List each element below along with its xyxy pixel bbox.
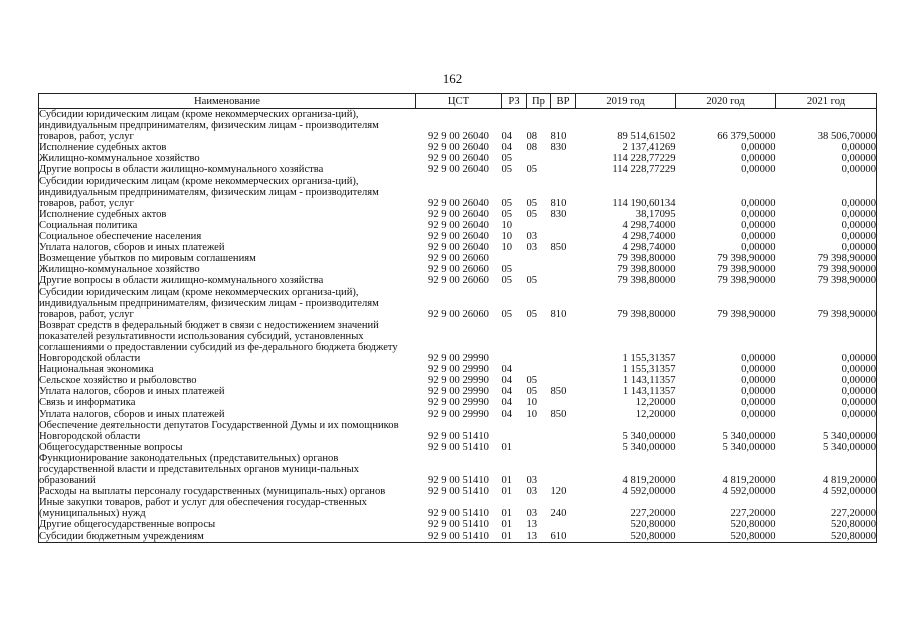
cell-2019: 4 819,20000 — [622, 475, 676, 487]
table-header-row — [39, 94, 877, 109]
table-row — [39, 264, 877, 275]
cell-2021: 0,00000 — [841, 142, 876, 154]
cell-name: Общегосударственные вопросы — [39, 441, 183, 453]
cell-vr: 850 — [550, 408, 567, 420]
table-row — [39, 531, 877, 543]
cell-rz: 01 — [501, 441, 513, 453]
cell-2020: 0,00000 — [741, 208, 776, 220]
cell-2021: 79 398,90000 — [817, 253, 876, 265]
cell-pr — [527, 320, 551, 364]
table-row — [39, 109, 877, 143]
table-row — [39, 275, 877, 286]
cell-pr — [527, 220, 551, 231]
cell-vr — [551, 519, 576, 530]
cell-rz — [502, 320, 527, 364]
cell-name: Расходы на выплаты персоналу государственных (муниципаль-ных) органов — [39, 486, 386, 498]
cell-pr: 05 — [526, 197, 538, 209]
cell-2021: 5 340,00000 — [823, 430, 876, 442]
cell-2020: 0,00000 — [741, 364, 776, 376]
table-row — [39, 253, 877, 264]
cell-name: Субсидии бюджетным учреждениям — [39, 530, 204, 542]
header-name: Наименование — [39, 94, 416, 109]
cell-pr — [527, 420, 551, 442]
table-row — [39, 386, 877, 397]
cell-pr: 13 — [526, 530, 538, 542]
page-number: 162 — [442, 71, 463, 86]
cell-pr: 03 — [526, 486, 538, 498]
cell-2021: 5 340,00000 — [823, 441, 876, 453]
cell-name: Исполнение судебных актов — [39, 142, 167, 154]
cell-pr: 08 — [526, 131, 538, 143]
header-rz: РЗ — [502, 94, 527, 109]
header-vr: ВР — [551, 94, 576, 109]
cell-vr — [551, 364, 576, 375]
cell-2019: 4 298,74000 — [622, 242, 676, 254]
cell-2020: 0,00000 — [741, 164, 776, 176]
cell-csr: 92 9 00 29990 — [428, 364, 489, 376]
cell-csr: 92 9 00 26040 — [428, 242, 489, 254]
cell-name: Иные закупки товаров, работ и услуг для обеспечения государ-ственных (муниципальных) нужд — [39, 497, 367, 520]
cell-rz: 05 — [501, 308, 513, 320]
table-row — [39, 364, 877, 375]
cell-rz: 05 — [501, 153, 513, 165]
cell-rz — [502, 253, 527, 264]
cell-2020: 0,00000 — [741, 397, 776, 409]
cell-vr — [551, 153, 576, 164]
cell-2020: 0,00000 — [741, 197, 776, 209]
cell-2021: 0,00000 — [841, 164, 876, 176]
cell-2019: 79 398,80000 — [617, 275, 676, 287]
cell-2020: 66 379,50000 — [717, 131, 776, 143]
cell-2020: 0,00000 — [741, 219, 776, 231]
cell-2019: 79 398,80000 — [617, 308, 676, 320]
header-2021: 2021 год — [776, 94, 877, 109]
cell-2020: 5 340,00000 — [722, 441, 776, 453]
cell-pr: 08 — [526, 142, 538, 154]
cell-vr — [551, 220, 576, 231]
cell-2019: 5 340,00000 — [622, 441, 676, 453]
header-2019: 2019 год — [576, 94, 676, 109]
cell-csr: 92 9 00 29990 — [428, 353, 489, 365]
cell-name: Исполнение судебных актов — [39, 208, 167, 220]
cell-csr: 92 9 00 51410 — [428, 508, 489, 520]
table-row — [39, 409, 877, 420]
cell-2019: 1 155,31357 — [622, 353, 676, 365]
cell-vr — [551, 397, 576, 408]
cell-2020: 0,00000 — [741, 353, 776, 365]
table-row — [39, 176, 877, 209]
cell-2021: 0,00000 — [841, 219, 876, 231]
cell-vr: 240 — [550, 508, 567, 520]
cell-2019: 4 298,74000 — [622, 219, 676, 231]
cell-rz: 04 — [501, 397, 513, 409]
cell-2020: 4 592,00000 — [722, 486, 776, 498]
cell-rz: 01 — [501, 475, 513, 487]
cell-rz: 01 — [501, 519, 513, 531]
table-row — [39, 242, 877, 253]
table-row — [39, 486, 877, 497]
cell-pr: 05 — [526, 275, 538, 287]
cell-name: Возврат средств в федеральный бюджет в связи с недостижением значений показателей результативности использования субсидий, установленных соглашениями о предоставлении субсидий из фе-дерального бюджета бюджету Новгородской области — [39, 319, 398, 365]
cell-pr: 03 — [526, 231, 538, 243]
cell-2019: 114 190,60134 — [612, 197, 676, 209]
cell-pr — [527, 442, 551, 453]
cell-pr: 05 — [526, 308, 538, 320]
cell-rz: 04 — [501, 142, 513, 154]
cell-vr: 830 — [550, 142, 567, 154]
cell-2019: 2 137,41269 — [622, 142, 676, 154]
cell-rz: 04 — [501, 408, 513, 420]
header-2020: 2020 год — [676, 94, 776, 109]
cell-pr — [527, 153, 551, 164]
cell-2020: 0,00000 — [741, 153, 776, 165]
cell-vr — [551, 164, 576, 175]
cell-2021: 0,00000 — [841, 375, 876, 387]
cell-name: Уплата налогов, сборов и иных платежей — [39, 386, 225, 398]
cell-rz: 01 — [501, 530, 513, 542]
cell-csr: 92 9 00 29990 — [428, 397, 489, 409]
cell-name: Уплата налогов, сборов и иных платежей — [39, 408, 225, 420]
cell-2019: 520,80000 — [630, 519, 676, 531]
cell-vr — [551, 264, 576, 275]
cell-2020: 520,80000 — [730, 519, 776, 531]
cell-2019: 79 398,80000 — [617, 264, 676, 276]
cell-vr: 850 — [550, 386, 567, 398]
cell-csr: 92 9 00 51410 — [428, 486, 489, 498]
table-row — [39, 153, 877, 164]
table-row — [39, 209, 877, 220]
table-row — [39, 320, 877, 364]
cell-pr: 10 — [526, 408, 538, 420]
cell-2021: 0,00000 — [841, 197, 876, 209]
cell-2019: 227,20000 — [630, 508, 676, 520]
cell-csr: 92 9 00 29990 — [428, 386, 489, 398]
table-row — [39, 497, 877, 519]
table-row — [39, 220, 877, 231]
cell-2020: 0,00000 — [741, 242, 776, 254]
cell-2021: 79 398,90000 — [817, 264, 876, 276]
cell-name: Социальная политика — [39, 219, 138, 231]
cell-vr — [551, 375, 576, 386]
table-row — [39, 519, 877, 530]
cell-name: Другие общегосударственные вопросы — [39, 519, 216, 531]
cell-2021: 0,00000 — [841, 353, 876, 365]
cell-2020: 0,00000 — [741, 375, 776, 387]
cell-2020: 227,20000 — [730, 508, 776, 520]
cell-rz: 04 — [501, 375, 513, 387]
cell-pr: 03 — [526, 242, 538, 254]
cell-2020: 5 340,00000 — [722, 430, 776, 442]
cell-pr: 13 — [526, 519, 538, 531]
cell-rz: 01 — [501, 486, 513, 498]
cell-vr: 610 — [550, 530, 567, 542]
cell-2020: 0,00000 — [741, 386, 776, 398]
table-body — [39, 109, 877, 543]
cell-2021: 4 819,20000 — [823, 475, 876, 487]
cell-rz: 05 — [501, 208, 513, 220]
cell-vr: 810 — [550, 308, 567, 320]
budget-table — [38, 93, 877, 543]
cell-csr: 92 9 00 26040 — [428, 164, 489, 176]
cell-rz: 10 — [501, 219, 513, 231]
cell-name: Другие вопросы в области жилищно-коммунального хозяйства — [39, 164, 324, 176]
cell-2020: 79 398,90000 — [717, 264, 776, 276]
cell-2019: 1 143,11357 — [622, 375, 676, 387]
cell-csr: 92 9 00 51410 — [428, 441, 489, 453]
cell-2021: 38 506,70000 — [817, 131, 876, 143]
cell-csr: 92 9 00 51410 — [428, 530, 489, 542]
cell-2020: 79 398,90000 — [717, 253, 776, 265]
table-row — [39, 442, 877, 453]
cell-2021: 0,00000 — [841, 408, 876, 420]
cell-2021: 520,80000 — [830, 519, 876, 531]
table-row — [39, 375, 877, 386]
cell-name: Функционирование законодательных (представительных) органов государственной власти и представительных органов муници-пальных образований — [39, 452, 360, 487]
cell-csr: 92 9 00 26060 — [428, 275, 489, 287]
cell-csr: 92 9 00 26060 — [428, 264, 489, 276]
cell-2019: 38,17095 — [635, 208, 676, 220]
cell-csr: 92 9 00 26060 — [428, 308, 489, 320]
cell-csr: 92 9 00 51410 — [428, 430, 489, 442]
table-row — [39, 420, 877, 442]
cell-vr — [551, 442, 576, 453]
cell-2021: 0,00000 — [841, 386, 876, 398]
cell-pr — [527, 264, 551, 275]
cell-rz — [502, 420, 527, 442]
cell-name: Сельское хозяйство и рыболовство — [39, 375, 197, 387]
cell-csr: 92 9 00 26040 — [428, 142, 489, 154]
cell-pr: 05 — [526, 164, 538, 176]
cell-name: Субсидии юридическим лицам (кроме некоммерческих организа-ций), индивидуальным предпринимателям, физическим лицам - производителям товаров, работ, услуг — [39, 109, 379, 143]
cell-csr: 92 9 00 29990 — [428, 408, 489, 420]
cell-2021: 0,00000 — [841, 242, 876, 254]
cell-2019: 4 298,74000 — [622, 231, 676, 243]
cell-pr — [527, 364, 551, 375]
cell-name: Уплата налогов, сборов и иных платежей — [39, 242, 225, 254]
cell-2021: 4 592,00000 — [823, 486, 876, 498]
cell-vr — [551, 453, 576, 486]
cell-2019: 114 228,77229 — [612, 153, 676, 165]
cell-pr — [527, 253, 551, 264]
cell-2021: 79 398,90000 — [817, 275, 876, 287]
cell-name: Социальное обеспечение населения — [39, 231, 202, 243]
cell-pr: 03 — [526, 508, 538, 520]
cell-vr — [551, 253, 576, 264]
cell-vr: 120 — [550, 486, 567, 498]
cell-csr: 92 9 00 26040 — [428, 153, 489, 165]
cell-csr: 92 9 00 51410 — [428, 475, 489, 487]
header-csr: ЦСТ — [416, 94, 502, 109]
cell-2020: 0,00000 — [741, 408, 776, 420]
cell-rz: 04 — [501, 131, 513, 143]
cell-csr: 92 9 00 26040 — [428, 219, 489, 231]
cell-rz: 01 — [501, 508, 513, 520]
table-row — [39, 164, 877, 175]
cell-name: Обеспечение деятельности депутатов Государственной Думы и их помощников Новгородской области — [39, 419, 399, 442]
cell-2019: 1 143,11357 — [622, 386, 676, 398]
cell-csr: 92 9 00 26060 — [428, 253, 489, 265]
header-pr: Пр — [527, 94, 551, 109]
cell-vr: 810 — [550, 131, 567, 143]
cell-csr: 92 9 00 29990 — [428, 375, 489, 387]
cell-vr — [551, 275, 576, 286]
cell-2020: 0,00000 — [741, 142, 776, 154]
cell-2021: 227,20000 — [830, 508, 876, 520]
cell-2019: 4 592,00000 — [622, 486, 676, 498]
cell-2019: 520,80000 — [630, 530, 676, 542]
cell-2020: 0,00000 — [741, 231, 776, 243]
table-row — [39, 453, 877, 486]
cell-2019: 89 514,61502 — [617, 131, 676, 143]
cell-2019: 5 340,00000 — [622, 430, 676, 442]
cell-pr: 05 — [526, 208, 538, 220]
cell-name: Жилищно-коммунальное хозяйство — [39, 153, 200, 165]
cell-pr: 05 — [526, 386, 538, 398]
cell-rz: 04 — [501, 364, 513, 376]
table-row — [39, 397, 877, 408]
cell-rz: 04 — [501, 386, 513, 398]
cell-name: Жилищно-коммунальное хозяйство — [39, 264, 200, 276]
cell-pr: 05 — [526, 375, 538, 387]
cell-csr: 92 9 00 26040 — [428, 197, 489, 209]
cell-2021: 0,00000 — [841, 153, 876, 165]
cell-2021: 0,00000 — [841, 208, 876, 220]
cell-name: Субсидии юридическим лицам (кроме некоммерческих организа-ций), индивидуальным предпринимателям, физическим лицам - производителям товаров, работ, услуг — [39, 286, 379, 320]
cell-2019: 1 155,31357 — [622, 364, 676, 376]
table-row — [39, 287, 877, 320]
cell-2020: 520,80000 — [730, 530, 776, 542]
cell-pr: 03 — [526, 475, 538, 487]
cell-pr: 10 — [526, 397, 538, 409]
cell-2019: 114 228,77229 — [612, 164, 676, 176]
cell-2021: 520,80000 — [830, 530, 876, 542]
cell-rz: 10 — [501, 231, 513, 243]
cell-2021: 0,00000 — [841, 231, 876, 243]
cell-2021: 79 398,90000 — [817, 308, 876, 320]
cell-csr: 92 9 00 51410 — [428, 519, 489, 531]
table-row — [39, 142, 877, 153]
cell-2021: 0,00000 — [841, 397, 876, 409]
cell-vr — [551, 320, 576, 364]
cell-vr: 850 — [550, 242, 567, 254]
cell-rz: 05 — [501, 164, 513, 176]
table-row — [39, 231, 877, 242]
cell-2020: 4 819,20000 — [722, 475, 776, 487]
cell-name: Другие вопросы в области жилищно-коммунального хозяйства — [39, 275, 324, 287]
cell-csr: 92 9 00 26040 — [428, 131, 489, 143]
cell-name: Национальная экономика — [39, 364, 154, 376]
cell-rz: 10 — [501, 242, 513, 254]
cell-2020: 79 398,90000 — [717, 308, 776, 320]
cell-2019: 12,20000 — [635, 408, 676, 420]
cell-vr — [551, 420, 576, 442]
cell-rz: 05 — [501, 197, 513, 209]
cell-csr: 92 9 00 26040 — [428, 231, 489, 243]
cell-vr: 810 — [550, 197, 567, 209]
cell-rz: 05 — [501, 275, 513, 287]
cell-csr: 92 9 00 26040 — [428, 208, 489, 220]
cell-vr — [551, 231, 576, 242]
cell-vr: 830 — [550, 208, 567, 220]
cell-2021: 0,00000 — [841, 364, 876, 376]
cell-name: Связь и информатика — [39, 397, 136, 409]
cell-rz: 05 — [501, 264, 513, 276]
cell-2019: 12,20000 — [635, 397, 676, 409]
cell-2019: 79 398,80000 — [617, 253, 676, 265]
cell-name: Субсидии юридическим лицам (кроме некоммерческих организа-ций), индивидуальным предпринимателям, физическим лицам - производителям товаров, работ, услуг — [39, 175, 379, 209]
cell-name: Возмещение убытков по мировым соглашениям — [39, 253, 256, 265]
cell-2020: 79 398,90000 — [717, 275, 776, 287]
